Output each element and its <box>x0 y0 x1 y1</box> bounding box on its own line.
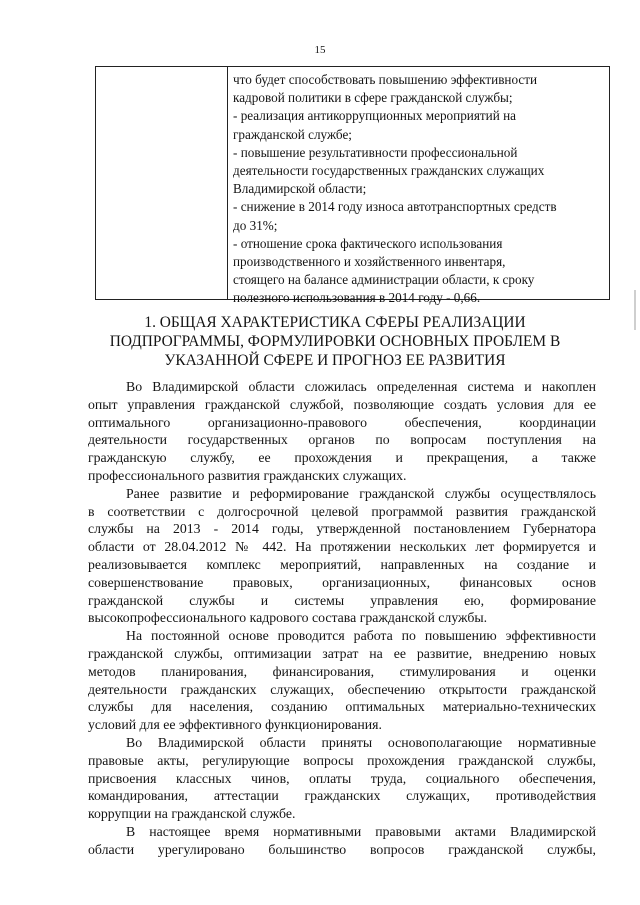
text-line: Ранее развитие и реформирование гражданской службы осуществлялось <box>126 485 596 501</box>
text-line: методов планирования, финансирования, стимулирования и оценки <box>88 663 596 679</box>
text-line: Во Владимирской области приняты основополагающие нормативные <box>126 734 596 750</box>
table-line: гражданской службе; <box>233 126 352 142</box>
page-number: 15 <box>314 44 326 56</box>
text-line: В настоящее время нормативными правовыми актами Владимирской <box>126 823 596 839</box>
text-line: реализовывается комплекс мероприятий, направленных на создание и <box>88 556 596 572</box>
paragraph <box>88 627 596 734</box>
text-line: профессионального развития гражданских служащих. <box>88 467 407 483</box>
paragraph <box>88 734 596 823</box>
text-line: правовые акты, регулирующие вопросы прохождения гражданской службы, <box>88 752 596 768</box>
heading-line: 1. ОБЩАЯ ХАРАКТЕРИСТИКА СФЕРЫ РЕАЛИЗАЦИИ <box>144 314 526 331</box>
text-line: деятельности государственных органов по вопросам поступления на <box>88 432 596 448</box>
table-line: производственного и хозяйственного инвентаря, <box>233 254 506 270</box>
table-line: кадровой политики в сфере гражданской службы; <box>233 90 513 106</box>
heading-line: ПОДПРОГРАММЫ, ФОРМУЛИРОВКИ ОСНОВНЫХ ПРОБЛЕМ В <box>109 333 561 350</box>
scan-edge-mark <box>634 290 636 330</box>
text-line: гражданскую службу, ее прохождения и прекращения, а также <box>88 450 596 466</box>
text-line: в соответствии с долгосрочной целевой программой развития гражданской <box>88 503 596 519</box>
indicators-table-continuation <box>95 66 610 306</box>
paragraph <box>88 823 596 859</box>
text-line: службы для населения, созданию оптимальных материально-технических <box>88 699 596 715</box>
table-line: Владимирской области; <box>233 181 367 197</box>
table-line: что будет способствовать повышению эффективности <box>233 72 538 87</box>
text-line: На постоянной основе проводится работа по повышению эффективности <box>126 628 596 644</box>
text-line: гражданской службы и системы управления ею, формирование <box>88 592 596 608</box>
text-line: присвоения классных чинов, оплаты труда, социального обеспечения, <box>88 770 596 786</box>
text-line: условий для ее эффективного функционирования. <box>88 717 382 733</box>
table-line: до 31%; <box>233 217 278 233</box>
table-line: - повышение результативности профессиональной <box>233 144 518 160</box>
text-line: опыт управления гражданской службой, позволяющие создать условия для ее <box>88 396 596 412</box>
text-line: области урегулировано большинство вопросов гражданской службы, <box>88 841 596 857</box>
table-right-cell <box>233 71 605 308</box>
text-line: оптимального организационно-правового обеспечения, координации <box>88 414 596 430</box>
text-line: Во Владимирской области сложилась определенная система и накоплен <box>126 379 596 394</box>
table-line: стоящего на балансе администрации области, к сроку <box>233 272 535 288</box>
text-line: коррупции на гражданской службе. <box>88 806 296 822</box>
table-line: деятельности государственных гражданских служащих <box>233 163 545 179</box>
text-line: совершенствование правовых, организационных, финансовых основ <box>88 574 596 590</box>
paragraph <box>88 485 596 627</box>
body-text <box>88 378 596 859</box>
table-line: - отношение срока фактического использования <box>233 235 503 251</box>
table-left-cell <box>96 67 228 299</box>
table-line: - снижение в 2014 году износа автотранспортных средств <box>233 199 557 215</box>
text-line: командирования, аттестации гражданских служащих, противодействия <box>88 788 596 804</box>
table-line: - реализация антикоррупционных мероприятий на <box>233 108 516 124</box>
table-line: полезного использования в 2014 году - 0,66. <box>233 290 481 306</box>
paragraph <box>88 378 596 485</box>
text-line: службы на 2013 - 2014 годы, утвержденной постановлением Губернатора <box>88 521 596 537</box>
section-heading <box>100 313 570 370</box>
text-line: высокопрофессионального кадрового состава гражданской службы. <box>88 610 488 626</box>
text-line: деятельности гражданских служащих, обеспечению открытости гражданской <box>88 681 596 697</box>
heading-line: УКАЗАННОЙ СФЕРЕ И ПРОГНОЗ ЕЕ РАЗВИТИЯ <box>164 352 506 369</box>
text-line: гражданской службы, оптимизации затрат на ее развитие, внедрению новых <box>88 645 596 661</box>
text-line: области от 28.04.2012 № 442. На протяжении нескольких лет формируется и <box>88 539 596 555</box>
